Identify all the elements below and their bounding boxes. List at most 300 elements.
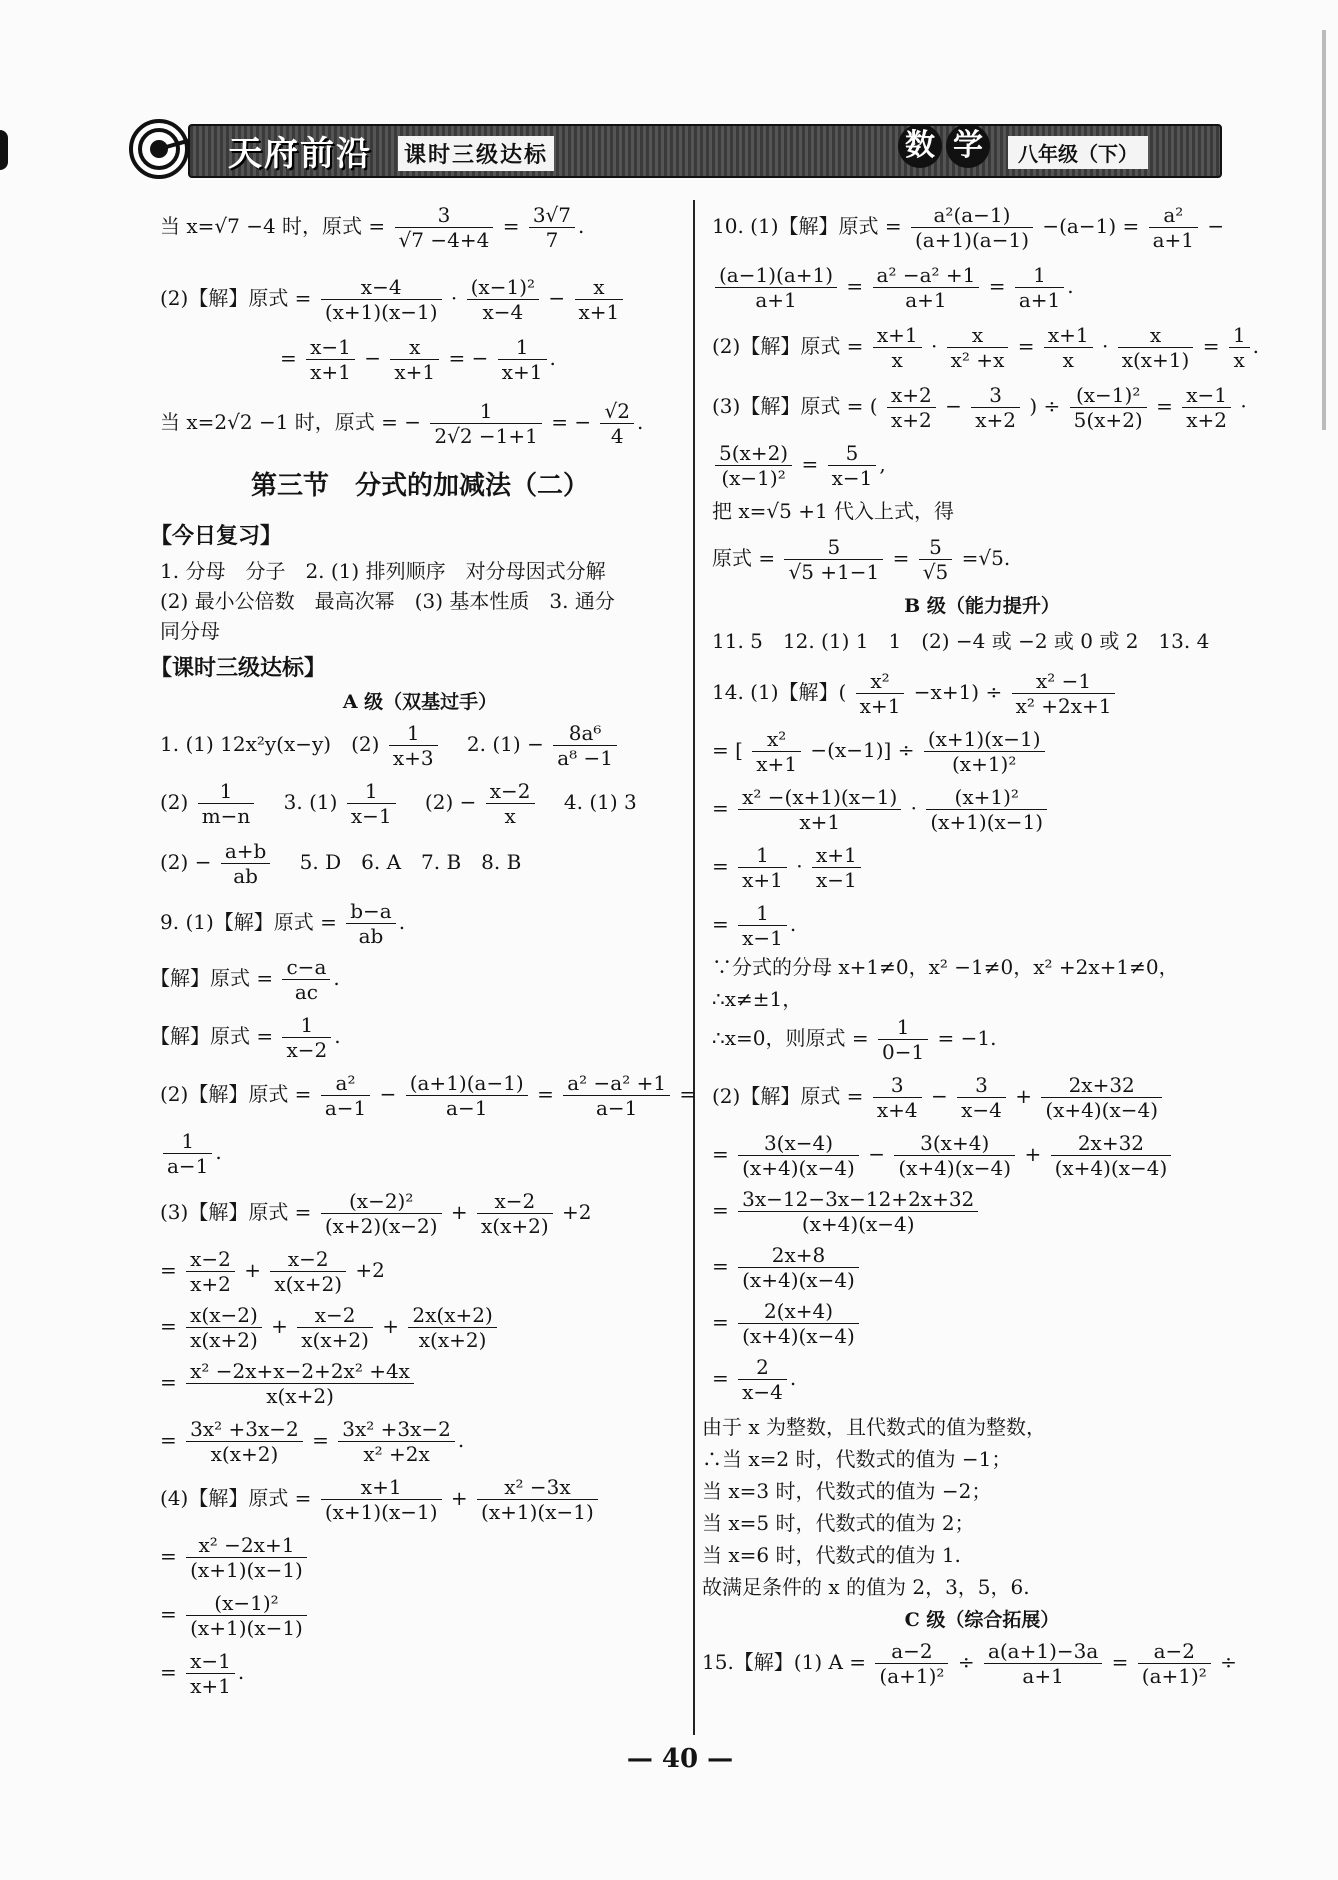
denominator: (x+1)²	[951, 752, 1017, 776]
numerator: a(a+1)−3a	[984, 1641, 1102, 1664]
numerator: 1	[282, 1015, 331, 1038]
numerator: c−a	[282, 957, 330, 980]
numerator: x² −(x+1)(x−1)	[738, 787, 901, 810]
numerator: x	[390, 337, 439, 360]
fraction	[186, 1593, 307, 1638]
fraction	[1041, 1075, 1162, 1120]
fraction	[738, 787, 901, 832]
math-text: 原式 =	[712, 546, 776, 570]
answer-line	[160, 277, 626, 322]
math-text: =	[846, 274, 864, 298]
brand-title: 天府前沿	[228, 134, 372, 174]
answer-line	[712, 787, 1050, 832]
numerator: (x−1)²	[1070, 385, 1147, 408]
fraction	[321, 1477, 442, 1522]
math-text: =	[160, 1428, 177, 1452]
fraction	[715, 443, 792, 488]
math-text: =	[679, 1082, 697, 1106]
answer-line: ∴x≠±1，	[712, 987, 803, 1011]
math-text: .	[789, 1366, 797, 1390]
fraction	[894, 1133, 1015, 1178]
denominator: x(x+2)	[301, 1328, 369, 1352]
answer-line	[160, 1477, 601, 1522]
denominator: (x+4)(x−4)	[1045, 1098, 1159, 1122]
answer-line: ∵分式的分母 x+1≠0，x² −1≠0，x² +2x+1≠0，	[712, 955, 1179, 979]
denominator: x+2	[975, 408, 1016, 432]
fraction	[221, 841, 270, 886]
numerator: x−1	[306, 337, 355, 360]
answer-line	[712, 1245, 862, 1290]
numerator: 5	[828, 443, 877, 466]
denominator: (a+1)(a−1)	[914, 228, 1029, 252]
section-title: 第三节 分式的加减法（二）	[250, 471, 589, 501]
math-text: +	[271, 1314, 288, 1338]
fraction	[752, 729, 801, 774]
math-text: =	[892, 546, 910, 570]
numerator: x² −3x	[477, 1477, 598, 1500]
fraction	[738, 845, 787, 890]
math-text: .	[789, 912, 797, 936]
fraction	[1051, 1133, 1172, 1178]
numerator: a−2	[1138, 1641, 1211, 1664]
answer-line	[150, 1015, 341, 1060]
math-text: (2)【解】原式 =	[712, 1084, 864, 1108]
math-text: =	[160, 1258, 177, 1282]
denominator: a⁸ −1	[557, 746, 613, 770]
numerator: (a+1)(a−1)	[406, 1073, 528, 1096]
math-text: =	[712, 1142, 729, 1166]
level-a-heading: A 级（双基过手）	[342, 691, 498, 713]
numerator: 1	[498, 337, 547, 360]
math-text: 9. (1)【解】原式 =	[160, 910, 337, 934]
numerator: x−2	[186, 1249, 235, 1272]
math-text: 14. (1)【解】(	[712, 680, 847, 704]
numerator: 2x(x+2)	[408, 1305, 496, 1328]
fraction	[873, 265, 980, 310]
answer-line	[712, 1301, 862, 1346]
fraction	[738, 903, 787, 948]
math-text: 【解】原式 =	[150, 966, 274, 990]
answer-line: 当 x=6 时，代数式的值为 1.	[702, 1543, 961, 1567]
math-text: 10. (1)【解】原式 =	[712, 214, 902, 238]
numerator: 5	[919, 537, 952, 560]
numerator: 2x+32	[1041, 1075, 1162, 1098]
fraction	[873, 1075, 922, 1120]
math-text: (3)【解】原式 =	[160, 1200, 312, 1224]
answer-line	[160, 901, 405, 946]
grade-label: 八年级（下）	[1008, 136, 1148, 169]
fraction	[186, 1361, 414, 1406]
level-b-heading: B 级（能力提升）	[904, 595, 1060, 617]
math-text: =	[712, 796, 729, 820]
math-text: (3)【解】原式 = (	[712, 394, 878, 418]
column-divider	[693, 200, 695, 1735]
math-text: 【解】原式 =	[150, 1024, 274, 1048]
fraction	[715, 265, 837, 310]
denominator: x+1	[190, 1674, 231, 1698]
numerator: x−1	[186, 1651, 235, 1674]
fraction	[971, 385, 1020, 430]
answer-line	[160, 1361, 417, 1406]
fraction	[430, 401, 542, 446]
numerator: x−1	[1182, 385, 1231, 408]
review-line: 同分母	[160, 619, 220, 643]
denominator: x+3	[392, 746, 434, 770]
math-text: +2	[562, 1200, 592, 1224]
denominator: √5	[922, 560, 949, 584]
denominator: x(x+2)	[190, 1328, 258, 1352]
fraction	[163, 1131, 212, 1176]
answer-line	[712, 1017, 997, 1062]
math-text: +	[244, 1258, 262, 1282]
math-text: =	[712, 1198, 729, 1222]
fraction	[186, 1249, 235, 1294]
numerator: 1	[738, 903, 787, 926]
denominator: x² +2x+1	[1015, 694, 1112, 718]
math-text: = [	[712, 738, 743, 762]
denominator: x+1	[394, 360, 436, 384]
numerator: x+1	[1044, 325, 1093, 348]
math-text: =	[160, 1544, 177, 1568]
math-text: =	[1111, 1650, 1129, 1674]
fraction	[186, 1651, 235, 1696]
math-text: −x+1) ÷	[913, 680, 1003, 704]
denominator: √7 −4+4	[398, 228, 490, 252]
answer-line: 11. 5 12. (1) 1 1 (2) −4 或 −2 或 0 或 2 13. 4	[712, 629, 1210, 653]
math-text: ,	[879, 452, 886, 476]
answer-line	[712, 443, 886, 488]
fraction	[477, 1477, 598, 1522]
answer-line	[702, 1641, 1237, 1686]
numerator: (x+1)(x−1)	[924, 729, 1045, 752]
denominator: ac	[294, 980, 318, 1004]
answer-line: ∴当 x=2 时，代数式的值为 −1；	[702, 1447, 1012, 1471]
denominator: 7	[545, 228, 559, 252]
math-text: .	[636, 410, 644, 434]
numerator: x+1	[321, 1477, 442, 1500]
denominator: a+1	[1018, 288, 1061, 312]
math-text: ÷	[1220, 1650, 1237, 1674]
page-edge-mark	[0, 130, 8, 170]
answer-line	[712, 205, 1224, 250]
numerator: x² −1	[1012, 671, 1116, 694]
numerator: (x−1)²	[467, 277, 539, 300]
denominator: a+1	[755, 288, 797, 312]
math-text: =	[712, 854, 729, 878]
answer-line	[712, 845, 864, 890]
denominator: ab	[358, 924, 384, 948]
fraction	[1182, 385, 1231, 430]
fraction	[563, 1073, 670, 1118]
numerator: x+1	[812, 845, 861, 868]
numerator: x	[1118, 325, 1194, 348]
answer-line	[160, 1419, 464, 1464]
math-text: 5. D 6. A 7. B 8. B	[279, 850, 522, 874]
numerator: 5(x+2)	[715, 443, 792, 466]
fraction	[186, 1305, 262, 1350]
fraction	[498, 337, 547, 382]
review-heading: 【今日复习】	[150, 523, 283, 549]
numerator: x−4	[321, 277, 442, 300]
denominator: x+1	[859, 694, 901, 718]
math-text: =	[1202, 334, 1220, 358]
denominator: x(x+2)	[481, 1214, 549, 1238]
math-text: −	[364, 346, 382, 370]
fraction	[529, 205, 575, 250]
fraction	[186, 1535, 307, 1580]
denominator: a+1	[1022, 1664, 1064, 1688]
fraction	[282, 1015, 331, 1060]
fraction	[828, 443, 877, 488]
denominator: (x+2)(x−2)	[324, 1214, 438, 1238]
numerator: 1	[163, 1131, 212, 1154]
math-text: =	[160, 1314, 177, 1338]
answer-line	[712, 385, 1247, 430]
denominator: (x+4)(x−4)	[1054, 1156, 1168, 1180]
fraction	[919, 537, 952, 582]
math-text: ·	[930, 334, 938, 358]
math-text: =	[712, 1366, 729, 1390]
math-text: −	[930, 1084, 948, 1108]
answer-line: 当 x=5 时，代数式的值为 2；	[702, 1511, 975, 1535]
math-text: −	[379, 1082, 397, 1106]
answer-line	[712, 729, 1048, 774]
answer-line	[712, 265, 1074, 310]
denominator: x+1	[578, 300, 620, 324]
answer-line	[712, 671, 1118, 716]
math-text: +	[450, 1486, 468, 1510]
math-text: ∴x=0，则原式 =	[712, 1026, 869, 1050]
denominator: √5 +1−1	[788, 560, 880, 584]
fraction	[924, 729, 1045, 774]
denominator: x−2	[286, 1038, 328, 1062]
math-text: =	[712, 912, 729, 936]
math-text: =	[502, 214, 520, 238]
math-text: (2)	[160, 790, 189, 814]
numerator: 3x² +3x−2	[186, 1419, 303, 1442]
fraction	[738, 1301, 859, 1346]
math-text: +	[1015, 1084, 1032, 1108]
math-text: ·	[1240, 394, 1247, 418]
answer-line	[160, 1073, 696, 1118]
math-text: =	[1017, 334, 1035, 358]
math-text: =√5.	[961, 546, 1011, 570]
numerator: 2x+8	[738, 1245, 859, 1268]
denominator: x+2	[190, 1272, 231, 1296]
brand-subtitle: 课时三级达标	[398, 136, 554, 171]
answer-line	[712, 1357, 796, 1402]
fraction	[390, 337, 439, 382]
answer-line	[712, 537, 1010, 582]
math-text: ·	[796, 854, 803, 878]
answer-line: 把 x=√5 +1 代入上式，得	[712, 499, 955, 523]
target-logo-icon	[128, 118, 190, 180]
answer-line	[712, 903, 796, 948]
numerator: x²	[752, 729, 801, 752]
denominator: (x+1)(x−1)	[481, 1500, 594, 1524]
fraction	[347, 781, 396, 826]
answer-line	[712, 1133, 1174, 1178]
fraction	[477, 1191, 553, 1236]
math-text: (2)【解】原式 =	[712, 334, 864, 358]
math-text: =	[1156, 394, 1173, 418]
fraction	[856, 671, 905, 716]
numerator: x	[947, 325, 1009, 348]
fraction	[395, 205, 494, 250]
math-text: .	[1252, 334, 1259, 358]
fraction	[1149, 205, 1198, 250]
math-text: (4)【解】原式 =	[160, 1486, 312, 1510]
fraction	[600, 401, 633, 446]
answer-line	[150, 957, 340, 1002]
denominator: (a+1)²	[879, 1664, 945, 1688]
numerator: 1	[1229, 325, 1250, 348]
fraction	[1015, 265, 1064, 310]
denominator: x+1	[799, 810, 841, 834]
denominator: x+2	[1186, 408, 1227, 432]
numerator: (x+1)²	[926, 787, 1047, 810]
numerator: 3√7	[529, 205, 575, 228]
subject-label	[898, 124, 994, 168]
math-text: = −1.	[937, 1026, 997, 1050]
numerator: x² −2x+1	[186, 1535, 307, 1558]
math-text: +	[450, 1200, 468, 1224]
numerator: 1	[430, 401, 542, 424]
fraction	[321, 277, 442, 322]
numerator: x−2	[297, 1305, 373, 1328]
denominator: x−1	[831, 466, 873, 490]
denominator: a−1	[595, 1096, 638, 1120]
numerator: a+b	[221, 841, 270, 864]
math-text: 15.【解】(1) A =	[702, 1650, 867, 1674]
math-text: =	[988, 274, 1006, 298]
denominator: a+1	[1152, 228, 1195, 252]
denominator: x	[891, 348, 903, 372]
answer-line	[712, 1075, 1165, 1120]
math-text: +	[1024, 1142, 1042, 1166]
math-text: =	[712, 1254, 729, 1278]
fraction	[984, 1641, 1102, 1686]
numerator: x²	[856, 671, 905, 694]
denominator: (x+4)(x−4)	[742, 1156, 855, 1180]
math-text: =	[160, 1660, 177, 1684]
answer-line	[160, 1651, 244, 1696]
fraction	[1138, 1641, 1211, 1686]
math-text: +	[382, 1314, 400, 1338]
answer-line	[160, 401, 643, 446]
numerator: (x−2)²	[321, 1191, 442, 1214]
math-text: .	[549, 346, 556, 370]
denominator: a−1	[446, 1096, 488, 1120]
numerator: 1	[389, 723, 438, 746]
drill-heading: 【课时三级达标】	[150, 655, 327, 681]
math-text: 4. (1) 3	[543, 790, 637, 814]
denominator: x² +2x	[363, 1442, 430, 1466]
math-text: (2) −	[160, 850, 212, 874]
numerator: a²(a−1)	[911, 205, 1033, 228]
fraction	[784, 537, 883, 582]
numerator: 3x−12−3x−12+2x+32	[738, 1189, 978, 1212]
denominator: m−n	[201, 804, 251, 828]
denominator: 0−1	[881, 1040, 925, 1064]
math-text: −	[868, 1142, 885, 1166]
page-fold-shadow	[1322, 30, 1326, 430]
math-text: =	[801, 452, 819, 476]
fraction	[338, 1419, 455, 1464]
math-text: +2	[355, 1258, 385, 1282]
denominator: x	[1233, 348, 1245, 372]
fraction	[926, 787, 1047, 832]
answer-line	[160, 1191, 592, 1236]
answer-line	[160, 1305, 500, 1350]
denominator: (x+4)(x−4)	[801, 1212, 915, 1236]
level-c-heading: C 级（综合拓展）	[904, 1609, 1060, 1631]
numerator: x(x−2)	[186, 1305, 262, 1328]
math-text: .	[237, 1660, 245, 1684]
fraction	[198, 781, 255, 826]
numerator: 1	[738, 845, 787, 868]
math-text: 当 x=√7 −4 时，原式 =	[160, 214, 386, 238]
numerator: 3	[873, 1075, 922, 1098]
denominator: (x+4)(x−4)	[742, 1324, 855, 1348]
fraction	[738, 1357, 787, 1402]
numerator: b−a	[346, 901, 395, 924]
numerator: x+1	[873, 325, 922, 348]
fraction	[875, 1641, 948, 1686]
math-text: .	[457, 1428, 465, 1452]
fraction	[186, 1419, 303, 1464]
denominator: x² +x	[950, 348, 1005, 372]
numerator: a²	[321, 1073, 370, 1096]
math-text: .	[578, 214, 585, 238]
math-text: .	[333, 966, 340, 990]
answer-line	[160, 781, 637, 826]
fraction	[467, 277, 539, 322]
math-text: =	[280, 346, 297, 370]
fraction	[812, 845, 861, 890]
numerator: 3	[395, 205, 494, 228]
math-text: .	[215, 1140, 222, 1164]
fraction	[1012, 671, 1116, 716]
answer-line	[160, 1131, 222, 1176]
denominator: x+1	[756, 752, 798, 776]
numerator: 5	[784, 537, 883, 560]
denominator: x−4	[961, 1098, 1002, 1122]
answer-line: 由于 x 为整数，且代数式的值为整数，	[702, 1415, 1046, 1439]
denominator: x+1	[742, 868, 783, 892]
fraction	[887, 385, 936, 430]
numerator: x−2	[270, 1249, 346, 1272]
denominator: a+1	[905, 288, 947, 312]
numerator: (x−1)²	[186, 1593, 307, 1616]
answer-line	[712, 325, 1259, 370]
denominator: (x−1)²	[721, 466, 786, 490]
denominator: x(x+2)	[210, 1442, 279, 1466]
math-text: (2)【解】原式 =	[160, 286, 312, 310]
review-line: (2) 最小公倍数 最高次幂 (3) 基本性质 3. 通分	[160, 589, 615, 613]
numerator: x+2	[887, 385, 936, 408]
answer-line	[160, 1249, 385, 1294]
math-text: =	[160, 1602, 177, 1626]
denominator: x−1	[350, 804, 392, 828]
numerator: 3	[957, 1075, 1006, 1098]
denominator: 2√2 −1+1	[434, 424, 538, 448]
numerator: 2x+32	[1051, 1133, 1172, 1156]
math-text: .	[398, 910, 406, 934]
fraction	[873, 325, 922, 370]
denominator: a−1	[167, 1154, 209, 1178]
denominator: x+4	[876, 1098, 918, 1122]
